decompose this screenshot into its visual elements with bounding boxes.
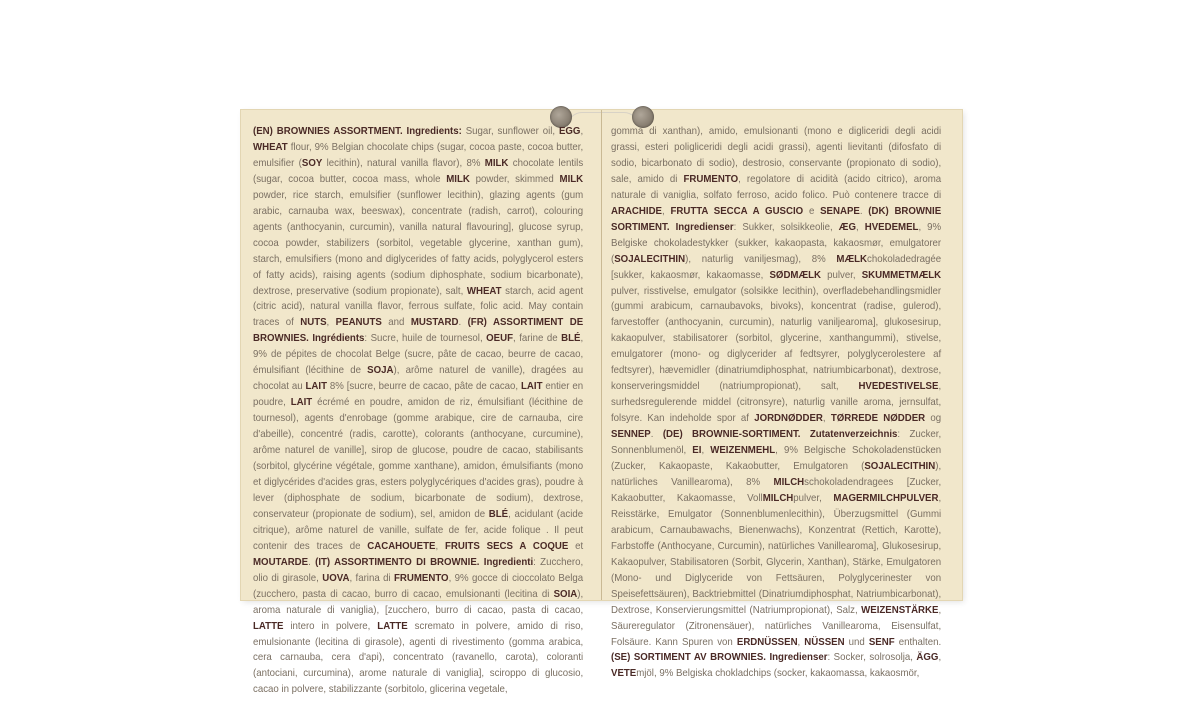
allergen-or-heading-text: HVEDESTIVELSE: [858, 381, 939, 393]
ingredient-text: : Zucker, Sonnenblumenöl,: [611, 429, 942, 457]
allergen-or-heading-text: ÆG: [838, 221, 856, 233]
allergen-or-heading-text: WEIZENMEHL: [710, 445, 776, 457]
allergen-or-heading-text: MAGERMILCHPULVER: [833, 492, 939, 504]
allergen-or-heading-text: LAIT: [290, 397, 313, 409]
allergen-or-heading-text: SOJALECITHIN: [614, 253, 686, 265]
allergen-or-heading-text: MUSTARD: [410, 317, 459, 329]
ingredient-text: and: [381, 317, 411, 329]
ingredient-text: : Sucre, huile de tournesol,: [364, 333, 487, 345]
allergen-or-heading-text: LATTE: [377, 620, 408, 632]
ingredient-text: , 9% gocce di cioccolato Belga (zucchero, pasta di cacao, burro di cacao, emulsionanti (lecitina di: [253, 572, 584, 600]
ingredient-text: chocolate lentils (sugar, cocoa butter, cocoa mass, whole: [253, 157, 584, 185]
ingredient-text: : Zucchero, olio di girasole,: [253, 556, 584, 584]
ingredient-text: et: [568, 540, 584, 552]
ingredient-text: : Socker, solrosolja,: [827, 652, 917, 664]
allergen-or-heading-text: FRUTTA SECCA A GUSCIO: [670, 205, 804, 217]
ingredient-text: , 9% Belgiske chokoladestykker (sukker, kakaopasta, kakaosmør, emulgatorer (: [611, 221, 942, 265]
ingredient-text: ), naturlig vaniljesmag), 8%: [685, 253, 837, 265]
allergen-or-heading-text: OEUF: [486, 333, 514, 345]
ingredient-text: ), natürliches Vanillearoma), 8%: [611, 461, 942, 488]
allergen-or-heading-text: FRUMENTO: [683, 173, 739, 185]
allergen-or-heading-text: ERDNÜSSEN: [736, 636, 798, 648]
allergen-or-heading-text: VETE: [611, 668, 637, 680]
ingredient-text: , Säureregulator (Zitronensäuer), natürliches Vanillearoma, Eisensulfat, Folsäure. Kann Spuren von: [611, 604, 942, 648]
ingredient-text: chokoladedragée [sukker, kakaosmør, kakaomasse,: [611, 253, 942, 281]
allergen-or-heading-text: MILK: [446, 173, 470, 185]
ingredient-text: .: [650, 429, 663, 441]
allergen-or-heading-text: EI: [692, 445, 702, 457]
allergen-or-heading-text: (FR) ASSORTIMENT DE BROWNIES. Ingrédients: [253, 317, 584, 345]
allergen-or-heading-text: SOIA: [553, 588, 578, 600]
allergen-or-heading-text: NÜSSEN: [804, 636, 845, 648]
ingredient-text: ,: [822, 413, 831, 425]
center-fold: [601, 110, 602, 600]
ingredient-text: ,: [938, 652, 942, 664]
ingredient-text: ,: [701, 445, 711, 457]
allergen-or-heading-text: MOUTARDE: [253, 556, 309, 568]
allergen-or-heading-text: ÄGG: [916, 652, 939, 664]
ingredient-text: Sugar, sunflower oil,: [461, 126, 559, 137]
allergen-or-heading-text: BLÉ: [561, 333, 581, 345]
ingredient-text: écrémé en poudre, amidon de riz, émulsifiant (lécithine de tournesol), agents d'enrobage (gomme arabique, cire de carnauba, cire d'abeille), concentré (radis, carotte), colorants (anthocyane, curcumine), arôme naturel de vanille], sirop de glucose, poudre de cacao, stabilisants (sorbitol, glycérine végétale, gomme xanthane), amidon, émulsifiants (mono et diglycérides d'acides gras, esters polyglycériques d'acides gras), poudre à lever (diphosphate de sodium, bicarbonate de sodium), dextrose, conservateur (propionate de sodium), sel, amidon de: [253, 397, 584, 520]
left-page-text: [253, 124, 584, 696]
allergen-or-heading-text: WEIZENSTÄRKE: [861, 604, 939, 616]
allergen-or-heading-text: LAIT: [520, 381, 543, 393]
allergen-or-heading-text: SENAPE: [820, 205, 860, 217]
ingredient-text: , farine de: [513, 333, 562, 345]
allergen-or-heading-text: MILK: [559, 173, 584, 185]
allergen-or-heading-text: LATTE: [253, 620, 284, 632]
allergen-or-heading-text: PEANUTS: [335, 317, 382, 329]
allergen-or-heading-text: (DE) BROWNIE-SORTIMENT. Zutatenverzeichnis: [662, 429, 898, 441]
ingredient-text: , farina di: [349, 572, 394, 584]
ingredient-text: gomma di xanthan), amido, emulsionanti (mono e digliceridi degli acidi grassi, esteri poligliceridi degli acidi grassi), agenti lievitanti (difosfato di sodio, bicarbonato di sodio), destrosio, conservante (propionato di sodio), sale, amido di: [611, 126, 942, 185]
ingredient-text: .: [458, 317, 468, 329]
ingredient-text: , regolatore di acidità (acido citrico), aroma naturale di vaniglia, solfato ferroso, acido folico. Può contenere tracce di: [611, 173, 942, 201]
ingredient-text: ,: [326, 317, 336, 329]
allergen-or-heading-text: (SE) SORTIMENT AV BROWNIES. Ingredienser: [611, 652, 828, 664]
allergen-or-heading-text: ARACHIDE: [611, 205, 663, 217]
ingredient-text: ,: [797, 636, 805, 648]
ingredient-text: ), aroma naturale di vaniglia), [zucchero, burro di cacao, pasta di cacao,: [253, 588, 584, 616]
allergen-or-heading-text: MILCH: [762, 492, 794, 504]
ingredient-text: flour, 9% Belgian chocolate chips (sugar, cocoa paste, cocoa butter, emulsifier (: [253, 141, 584, 169]
allergen-or-heading-text: CACAHOUETE: [367, 540, 436, 552]
ingredient-text: ,: [435, 540, 445, 552]
ingredient-leaflet: [241, 110, 962, 696]
ingredient-text: .: [859, 205, 869, 217]
allergen-or-heading-text: SOJALECITHIN: [864, 461, 936, 473]
allergen-or-heading-text: SOY: [301, 157, 323, 169]
ingredient-text: pulver,: [821, 269, 862, 281]
ingredient-text: , acidulant (acide citrique), arôme naturel de vanille, sulfate de fer, acide folique . Il peut contenir des traces de: [253, 508, 584, 552]
ingredient-text: ,: [580, 126, 584, 137]
ingredient-text: enthalten.: [894, 636, 942, 648]
allergen-or-heading-text: MILCH: [773, 476, 805, 488]
ingredient-text: intero in polvere,: [283, 620, 378, 632]
ingredient-paragraph: [611, 124, 941, 682]
ingredient-text: ,: [855, 221, 865, 233]
allergen-or-heading-text: (EN) BROWNIES ASSORTMENT. Ingredients:: [253, 126, 462, 137]
allergen-or-heading-text: SKUMMETMÆLK: [861, 269, 942, 281]
allergen-or-heading-text: SØDMÆLK: [769, 269, 822, 281]
ingredient-text: mjöl, 9% Belgiska chokladchips (socker, kakaomassa, kakaosmör,: [636, 668, 920, 680]
ingredient-text: , Reisstärke, Emulgator (Sonnenblumenlecithin), Überzugsmittel (Gummi arabicum, Carnaubawachs, Bienenwachs), Konzentrat (Rettich, Karotte), Farbstoffe (Anthocyane, Curcumin), natürliches Vanillearoma], Glukosesirup, Kakaopulver, Stabilisatoren (Sorbit, Glycerin, Xanthan), Stärke, Emulgatoren (Mono- und Diglyceride von Fettsäuren, Polyglycerinester von Speisefettsäuren), Backtriebmittel (Dinatriumdiphosphat, Natriumbicarbonat), Dextrose, Konservierungsmittel (Natriumpropionat), Salz,: [611, 492, 942, 616]
ingredient-text: powder, skimmed: [469, 173, 560, 185]
allergen-or-heading-text: WHEAT: [253, 141, 288, 153]
allergen-or-heading-text: NUTS: [300, 317, 327, 329]
ingredient-text: starch, acid agent (citric acid), natural vanilla flavor, ferrous sulfate, folic acid. May contain traces of: [253, 285, 584, 329]
ingredient-text: , 9% de pépites de chocolat Belge (sucre, pâte de cacao, beurre de cacao, émulsifiant (lécithine de: [253, 333, 584, 377]
allergen-or-heading-text: (IT) ASSORTIMENTO DI BROWNIE. Ingredienti: [315, 556, 534, 568]
ingredient-text: og: [925, 413, 942, 425]
ingredient-text: pulver,: [793, 492, 834, 504]
allergen-or-heading-text: SENF: [868, 636, 895, 648]
allergen-or-heading-text: EGG: [558, 126, 581, 137]
ingredient-text: .: [308, 556, 316, 568]
ingredient-text: , surhedsregulerende middel (citronsyre), naturlig vanille aroma, jernsulfat, folsyre. Kan indeholde spor af: [611, 381, 942, 425]
allergen-or-heading-text: (DK) BROWNIE SORTIMENT. Ingredienser: [611, 205, 942, 233]
ingredient-text: e: [803, 205, 821, 217]
ingredient-text: und: [844, 636, 869, 648]
right-page-text: [611, 124, 942, 680]
ingredient-text: : Sukker, solsikkeolie,: [733, 221, 839, 233]
allergen-or-heading-text: TØRREDE NØDDER: [830, 413, 926, 425]
allergen-or-heading-text: MILK: [484, 157, 509, 169]
allergen-or-heading-text: UOVA: [322, 572, 350, 584]
ingredient-text: , 9% Belgische Schokoladenstücken (Zucker, Kakaopaste, Kakaobutter, Emulgatoren (: [611, 445, 942, 473]
allergen-or-heading-text: MÆLK: [836, 253, 867, 265]
allergen-or-heading-text: LAIT: [305, 381, 327, 393]
ingredient-text: pulver, risstivelse, emulgator (solsikke lecithin), overfladebehandlingsmidler (gummi arabicum, carnaubavoks, bivoks), koncentrat (radise, gulerod), farvestoffer (anthocyanin, curcumin), naturlig vaniljearoma], glukosesirup, kakaopulver, stabilisatorer (sorbitol, glycerine, xanthangummi), stivelse, emulgatorer (mono- og diglycerider af fedtsyrer, polyglycerolestere af fedtsyrer), hævemidler (dinatriumdiphosphat, natriumbicarbonat), dextrose, konserveringsmiddel (natriumpropionat), salt,: [611, 285, 942, 393]
allergen-or-heading-text: JORDNØDDER: [754, 413, 823, 425]
allergen-or-heading-text: SENNEP: [611, 429, 651, 441]
ingredient-text: scremato in polvere, amido di riso, emulsionante (lecitina di girasole), agenti di rivestimento (gomma arabica, cera carnauba, cera d'api), concentrato (ravanello, carota), coloranti (antociani, curcumina), arome naturale di vaniglia], sciroppo di glucosio, cacao in polvere, stabilizzante (sorbitolo, glicerina vegetale,: [253, 620, 584, 696]
allergen-or-heading-text: WHEAT: [466, 285, 502, 297]
ingredient-text: entier en poudre,: [253, 381, 584, 409]
ingredient-text: lecithin), natural vanilla flavor), 8%: [322, 157, 485, 169]
ingredient-text: 8% [sucre, beurre de cacao, pâte de cacao,: [326, 381, 521, 393]
allergen-or-heading-text: FRUITS SECS A COQUE: [444, 540, 569, 552]
ingredient-text: ), arôme naturel de vanille), dragées au chocolat au: [253, 365, 584, 393]
allergen-or-heading-text: SOJA: [367, 365, 394, 377]
ingredient-paragraph: [253, 124, 583, 698]
ingredient-text: schokoladendragees [Zucker, Kakaobutter, Kakaomasse, Voll: [611, 476, 942, 504]
allergen-or-heading-text: FRUMENTO: [393, 572, 449, 584]
ingredient-text: powder, rice starch, emulsifier (sunflower lecithin), glazing agents (gum arabic, carnauba wax, beeswax), concentrate (radish, carrot), colouring agents (anthocyanin, curcumin), vanilla natural flavouring], glucose syrup, cocoa powder, stabilizers (sorbitol, vegetable glycerine, xanthan gum), starch, emulsifiers (mono and diglycerides of fatty acids, polyglycerol esters of fatty acids), raising agents (sodium diphosphate, sodium bicarbonate), dextrose, preservative (sodium propionate), salt,: [253, 189, 584, 297]
allergen-or-heading-text: HVEDEMEL: [864, 221, 919, 233]
allergen-or-heading-text: BLÉ: [488, 508, 509, 520]
ingredient-text: ,: [662, 205, 671, 217]
